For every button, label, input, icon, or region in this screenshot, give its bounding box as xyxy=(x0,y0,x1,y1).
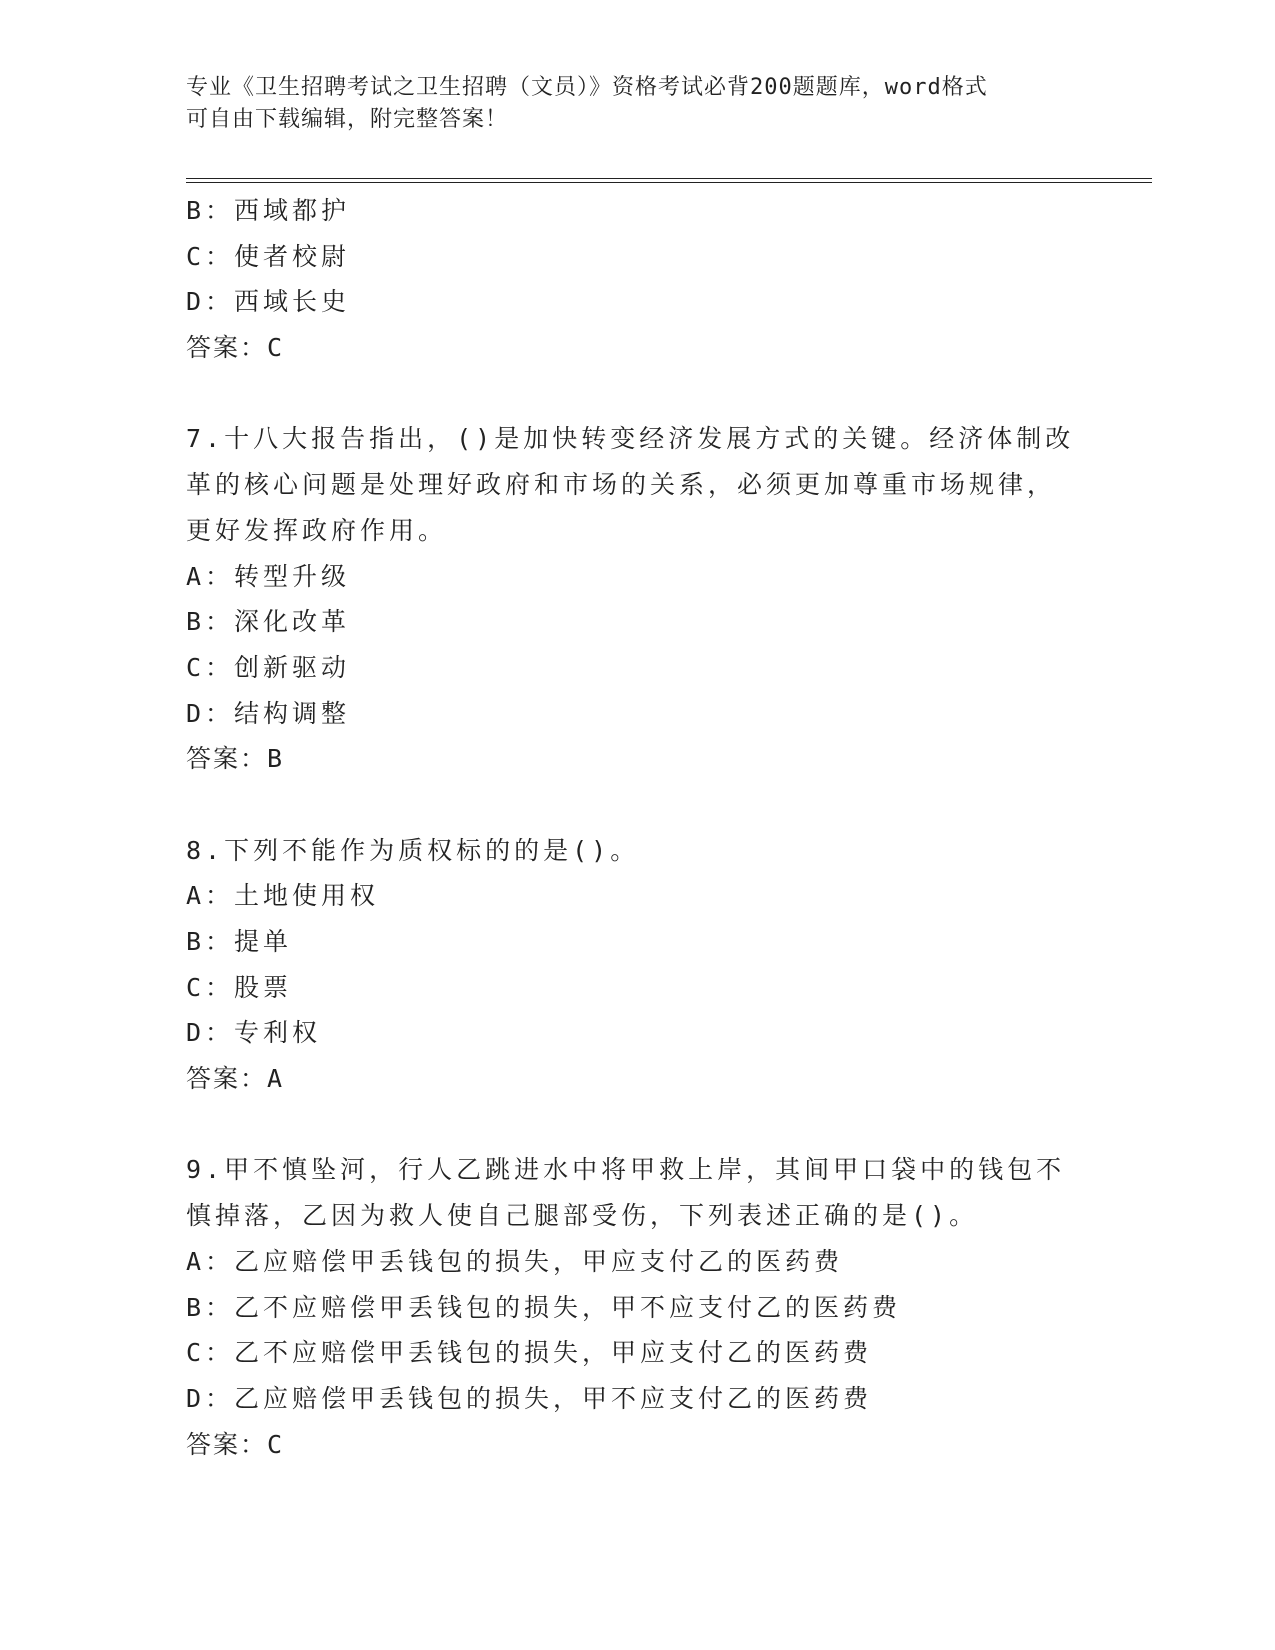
option-d: D：结构调整 xyxy=(186,698,351,728)
question-stem-line-3: 更好发挥政府作用。 xyxy=(186,515,448,545)
spacer xyxy=(186,1102,1066,1148)
option-b: B：深化改革 xyxy=(186,607,351,637)
option-b: B：西域都护 xyxy=(186,196,351,225)
question-stem-line-1: 8.下列不能作为质权标的的是()。 xyxy=(186,835,640,865)
header-title-line-2: 可自由下载编辑，附完整答案！ xyxy=(186,107,509,132)
header-divider xyxy=(186,178,1152,179)
option-b: B：乙不应赔偿甲丢钱包的损失，甲不应支付乙的医药费 xyxy=(186,1292,902,1322)
question-7 xyxy=(186,416,1075,782)
header-title-line-1: 专业《卫生招聘考试之卫生招聘（文员）》资格考试必背200题题库，word格式 xyxy=(186,75,988,100)
option-b: B：提单 xyxy=(186,927,293,956)
answer: 答案：C xyxy=(186,333,285,363)
question-6 xyxy=(186,188,1066,371)
answer: 答案：B xyxy=(186,744,285,774)
option-d: D：西域长史 xyxy=(186,287,351,317)
question-stem-line-2: 慎掉落，乙因为救人使自己腿部受伤，下列表述正确的是()。 xyxy=(186,1201,979,1231)
header-divider-second xyxy=(186,182,1152,183)
question-stem-line-2: 革的核心问题是处理好政府和市场的关系，必须更加尊重市场规律， xyxy=(186,470,1057,500)
option-c: C：使者校尉 xyxy=(186,241,351,271)
option-a: A：转型升级 xyxy=(186,561,351,591)
question-9 xyxy=(186,1147,1066,1467)
question-8 xyxy=(186,828,1066,1102)
question-list xyxy=(186,188,1075,1467)
question-stem-line-1: 9.甲不慎坠河，行人乙跳进水中将甲救上岸，其间甲口袋中的钱包不 xyxy=(186,1155,1066,1185)
option-c: C：创新驱动 xyxy=(186,652,351,682)
document-header xyxy=(186,72,1066,136)
option-d: D：乙应赔偿甲丢钱包的损失，甲不应支付乙的医药费 xyxy=(186,1383,873,1413)
option-a: A：土地使用权 xyxy=(186,881,380,911)
answer: 答案：A xyxy=(186,1064,285,1094)
option-c: C：股票 xyxy=(186,972,293,1002)
answer: 答案：C xyxy=(186,1429,285,1459)
option-d: D：专利权 xyxy=(186,1018,322,1048)
spacer xyxy=(186,371,1066,417)
spacer xyxy=(186,782,1066,828)
question-stem-line-1: 7.十八大报告指出，()是加快转变经济发展方式的关键。经济体制改 xyxy=(186,424,1075,454)
option-a: A：乙应赔偿甲丢钱包的损失，甲应支付乙的医药费 xyxy=(186,1246,844,1276)
option-c: C：乙不应赔偿甲丢钱包的损失，甲应支付乙的医药费 xyxy=(186,1338,873,1368)
